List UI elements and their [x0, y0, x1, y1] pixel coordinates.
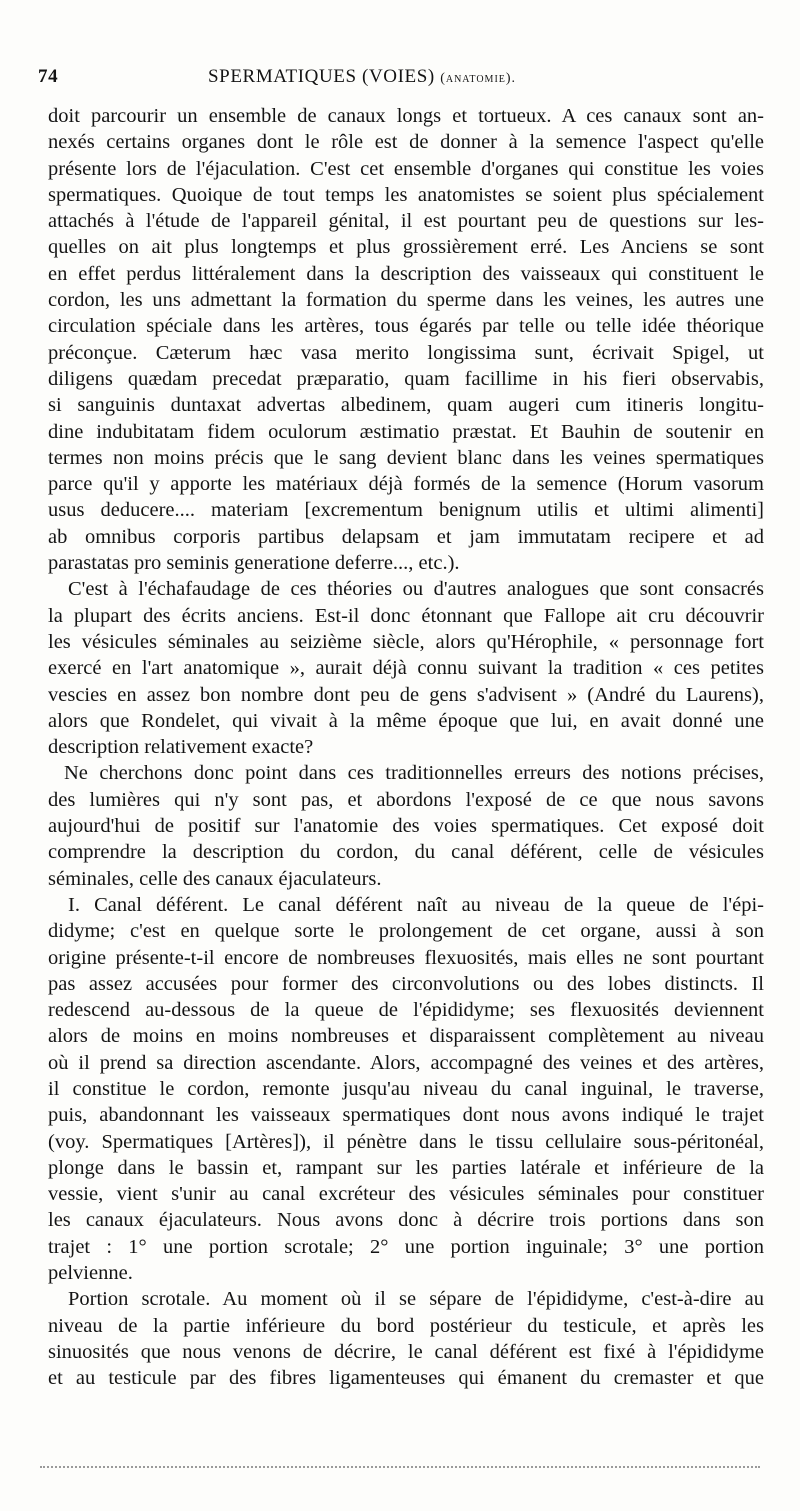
running-title-main: SPERMATIQUES (VOIES)	[208, 66, 435, 87]
text-line: comprendre la description du cordon, du canal déférent, celle de vésicules	[48, 841, 764, 864]
text-line: la plupart des écrits anciens. Est-il donc étonnant que Fallope ait cru découvrir	[48, 604, 764, 627]
text-line: alors que Rondelet, qui vivait à la même époque que lui, en avait donné une	[48, 709, 764, 732]
text-line: alors de moins en moins nombreuses et disparaissent complètement au niveau	[48, 1025, 764, 1048]
text-line: circulation spéciale dans les artères, tous égarés par telle ou telle idée théorique	[48, 315, 764, 338]
text-line: si sanguinis duntaxat advertas albedinem, quam augeri cum itineris longitu-	[48, 394, 764, 417]
body-text	[48, 103, 764, 1392]
text-line: il constitue le cordon, remonte jusqu'au niveau du canal inguinal, le traverse,	[48, 1077, 764, 1100]
text-line: doit parcourir un ensemble de canaux longs et tortueux. A ces canaux sont an-	[48, 105, 764, 127]
text-line: en effet perdus littéralement dans la description des vaisseaux qui constituent le	[48, 262, 764, 285]
text-line: sinuosités que nous venons de décrire, le canal déférent est fixé à l'épididyme	[48, 1340, 764, 1363]
text-line: préconçue. Cæterum hæc vasa merito longissima sunt, écrivait Spigel, ut	[48, 341, 764, 364]
text-line: séminales, celle des canaux éjaculateurs.	[48, 867, 382, 890]
text-line: plonge dans le bassin et, rampant sur les parties latérale et inférieure de la	[48, 1156, 764, 1179]
text-line: exercé en l'art anatomique », aurait déjà connu suivant la tradition « ces petites	[48, 657, 764, 680]
text-line: présente lors de l'éjaculation. C'est cet ensemble d'organes qui constitue les voies	[48, 157, 764, 180]
paragraph-ne-cherchons	[48, 760, 764, 891]
text-line: spermatiques. Quoique de tout temps les anatomistes se soient plus spécialement	[48, 183, 764, 206]
text-line: les vésicules séminales au seizième siècle, alors qu'Hérophile, « personnage fort	[48, 630, 764, 653]
paragraph-portion-scrotale	[48, 1286, 764, 1391]
text-line: didyme; c'est en quelque sorte le prolongement de cet organe, aussi à son	[48, 920, 764, 943]
text-line: attachés à l'étude de l'appareil génital, il est pourtant peu de questions sur les-	[48, 210, 764, 233]
footer-dotted-rule	[40, 1466, 760, 1468]
text-line: pas assez accusées pour former des circonvolutions ou des lobes distincts. Il	[48, 972, 764, 995]
running-title	[208, 66, 516, 88]
text-line: vescies en assez bon nombre dont peu de gens s'advisent » (André du Laurens),	[48, 683, 764, 706]
text-line: les canaux éjaculateurs. Nous avons donc à décrire trois portions dans son	[48, 1209, 764, 1232]
page-header	[38, 66, 764, 96]
paragraph-canal-deferent	[48, 892, 764, 1286]
text-line: (voy. Spermatiques [Artères]), il pénètre dans le tissu cellulaire sous-péritonéal,	[48, 1130, 764, 1153]
text-line: trajet : 1° une portion scrotale; 2° une portion inguinale; 3° une portion	[48, 1235, 764, 1258]
text-line: vessie, vient s'unir au canal excréteur des vésicules séminales pour constituer	[48, 1183, 764, 1206]
text-line: niveau de la partie inférieure du bord postérieur du testicule, et après les	[48, 1314, 764, 1337]
page-number: 74	[38, 66, 59, 87]
text-line: redescend au-dessous de la queue de l'épididyme; ses flexuosités deviennent	[48, 999, 764, 1022]
text-line: puis, abandonnant les vaisseaux spermatiques dont nous avons indiqué le trajet	[48, 1104, 764, 1127]
text-line: dine indubitatam fidem oculorum æstimatio præstat. Et Bauhin de soutenir en	[48, 420, 764, 443]
text-line: parastatas pro seminis generatione deferre..., etc.).	[48, 552, 460, 575]
text-line: origine présente-t-il encore de nombreuses flexuosités, mais elles ne sont pourtant	[48, 946, 764, 969]
text-line: usus deducere.... materiam [excrementum benignum utilis et ultimi alimenti]	[48, 499, 764, 522]
text-line: Ne cherchons donc point dans ces traditionnelles erreurs des notions précises,	[64, 762, 764, 785]
text-line: quelles on ait plus longtemps et plus grossièrement erré. Les Anciens se sont	[48, 236, 764, 259]
text-line: pelvienne.	[48, 1262, 133, 1285]
paragraph-echafaudage	[48, 576, 764, 760]
text-line: Portion scrotale. Au moment où il se sépare de l'épididyme, c'est-à-dire au	[68, 1288, 764, 1311]
text-line: diligens quædam precedat præparatio, quam facillime in his fieri observabis,	[48, 367, 764, 390]
text-line: cordon, les uns admettant la formation du sperme dans les veines, les autres une	[48, 289, 764, 312]
running-title-subtitle: (anatomie).	[440, 71, 517, 86]
text-line: ab omnibus corporis partibus delapsam et jam immutatam recipere et ad	[48, 525, 764, 548]
text-line: où il prend sa direction ascendante. Alors, accompagné des veines et des artères,	[48, 1051, 764, 1074]
text-line: aujourd'hui de positif sur l'anatomie des voies spermatiques. Cet exposé doit	[48, 815, 764, 838]
text-line: parce qu'il y apporte les matériaux déjà formés de la semence (Horum vasorum	[48, 473, 764, 496]
text-line: description relativement exacte?	[48, 736, 314, 759]
paragraph-voies-intro	[48, 103, 764, 576]
text-line: I. Canal déférent. Le canal déférent naît au niveau de la queue de l'épi-	[68, 893, 764, 916]
text-line: termes non moins précis que le sang devient blanc dans les veines spermatiques	[48, 446, 764, 469]
text-line: des lumières qui n'y sont pas, et abordons l'exposé de ce que nous savons	[48, 788, 764, 811]
text-line: C'est à l'échafaudage de ces théories ou d'autres analogues que sont consacrés	[68, 578, 764, 601]
text-line: et au testicule par des fibres ligamenteuses qui émanent du cremaster et que	[48, 1367, 764, 1390]
text-line: nexés certains organes dont le rôle est de donner à la semence l'aspect qu'elle	[48, 131, 764, 154]
